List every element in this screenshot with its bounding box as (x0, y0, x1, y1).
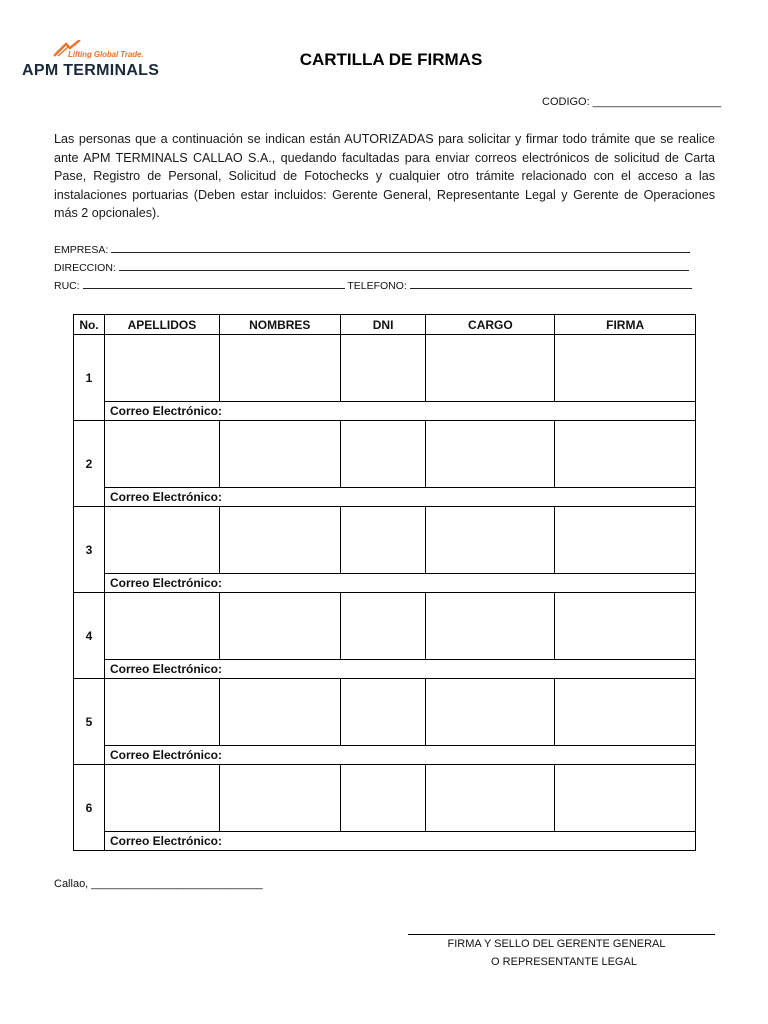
apellidos-cell[interactable] (104, 421, 219, 488)
cargo-cell[interactable] (426, 335, 555, 402)
signature-caption-line2: O REPRESENTANTE LEGAL (491, 956, 637, 968)
firma-cell[interactable] (555, 421, 696, 488)
row-number: 6 (74, 765, 105, 851)
nombres-cell[interactable] (219, 507, 340, 574)
empresa-label: EMPRESA: (54, 244, 109, 256)
email-cell[interactable]: Correo Electrónico: (104, 832, 695, 851)
firma-cell[interactable] (555, 679, 696, 746)
header-cargo: CARGO (426, 315, 555, 335)
apellidos-cell[interactable] (104, 765, 219, 832)
header-nombres: NOMBRES (219, 315, 340, 335)
table-row (74, 765, 696, 832)
empresa-field[interactable] (54, 242, 690, 256)
dni-cell[interactable] (340, 335, 426, 402)
direccion-field[interactable] (54, 260, 689, 274)
signature-caption-line1: FIRMA Y SELLO DEL GERENTE GENERAL (447, 938, 666, 950)
header-no: No. (74, 315, 105, 335)
row-number: 2 (74, 421, 105, 507)
telefono-label: TELEFONO: (347, 280, 407, 292)
table-row (74, 335, 696, 402)
signatures-table (73, 314, 696, 851)
cargo-cell[interactable] (426, 421, 555, 488)
callao-date-field[interactable]: Callao, ____________________________ (54, 878, 263, 890)
dni-cell[interactable] (340, 593, 426, 660)
telefono-line[interactable] (410, 278, 692, 289)
email-cell[interactable]: Correo Electrónico: (104, 746, 695, 765)
dni-cell[interactable] (340, 765, 426, 832)
row-number: 4 (74, 593, 105, 679)
direccion-line[interactable] (119, 260, 689, 271)
apellidos-cell[interactable] (104, 507, 219, 574)
table-row (74, 421, 696, 488)
dni-cell[interactable] (340, 507, 426, 574)
intro-paragraph: Las personas que a continuación se indican están AUTORIZADAS para solicitar y firmar todo trámite que se realice ante APM TERMINALS CALLAO S.A., quedando facultadas para enviar correos electrónicos de solicitud de Carta Pase, Registro de Personal, Solicitud de Fotochecks y cualquier otro trámite relacionado con el acceso a las instalaciones portuarias (Deben estar incluidos: Gerente General, Representante Legal y Gerente de Operaciones más 2 opcionales). (54, 132, 715, 221)
nombres-cell[interactable] (219, 593, 340, 660)
dni-cell[interactable] (340, 421, 426, 488)
empresa-line[interactable] (111, 242, 690, 253)
apellidos-cell[interactable] (104, 593, 219, 660)
firma-cell[interactable] (555, 507, 696, 574)
cargo-cell[interactable] (426, 593, 555, 660)
cargo-cell[interactable] (426, 679, 555, 746)
cargo-cell[interactable] (426, 507, 555, 574)
email-cell[interactable]: Correo Electrónico: (104, 660, 695, 679)
row-number: 1 (74, 335, 105, 421)
firma-cell[interactable] (555, 593, 696, 660)
email-cell[interactable]: Correo Electrónico: (104, 488, 695, 507)
nombres-cell[interactable] (219, 765, 340, 832)
table-header-row (74, 315, 696, 335)
table-row (74, 507, 696, 574)
header-firma: FIRMA (555, 315, 696, 335)
logo-tagline: Lifting Global Trade. (68, 50, 144, 59)
signature-line[interactable] (408, 934, 715, 935)
email-cell[interactable]: Correo Electrónico: (104, 402, 695, 421)
apellidos-cell[interactable] (104, 679, 219, 746)
header-apellidos: APELLIDOS (104, 315, 219, 335)
ruc-telefono-field[interactable] (54, 278, 692, 292)
nombres-cell[interactable] (219, 679, 340, 746)
row-number: 3 (74, 507, 105, 593)
codigo-field[interactable]: CODIGO: _____________________ (542, 96, 722, 108)
apellidos-cell[interactable] (104, 335, 219, 402)
firma-cell[interactable] (555, 335, 696, 402)
nombres-cell[interactable] (219, 335, 340, 402)
table-row (74, 593, 696, 660)
dni-cell[interactable] (340, 679, 426, 746)
email-cell[interactable]: Correo Electrónico: (104, 574, 695, 593)
header-dni: DNI (340, 315, 426, 335)
firma-cell[interactable] (555, 765, 696, 832)
direccion-label: DIRECCION: (54, 262, 116, 274)
page-title: CARTILLA DE FIRMAS (299, 50, 483, 69)
row-number: 5 (74, 679, 105, 765)
table-row (74, 679, 696, 746)
ruc-line[interactable] (83, 278, 345, 289)
logo-brand: APM TERMINALS (22, 62, 160, 79)
ruc-label: RUC: (54, 280, 80, 292)
cargo-cell[interactable] (426, 765, 555, 832)
nombres-cell[interactable] (219, 421, 340, 488)
